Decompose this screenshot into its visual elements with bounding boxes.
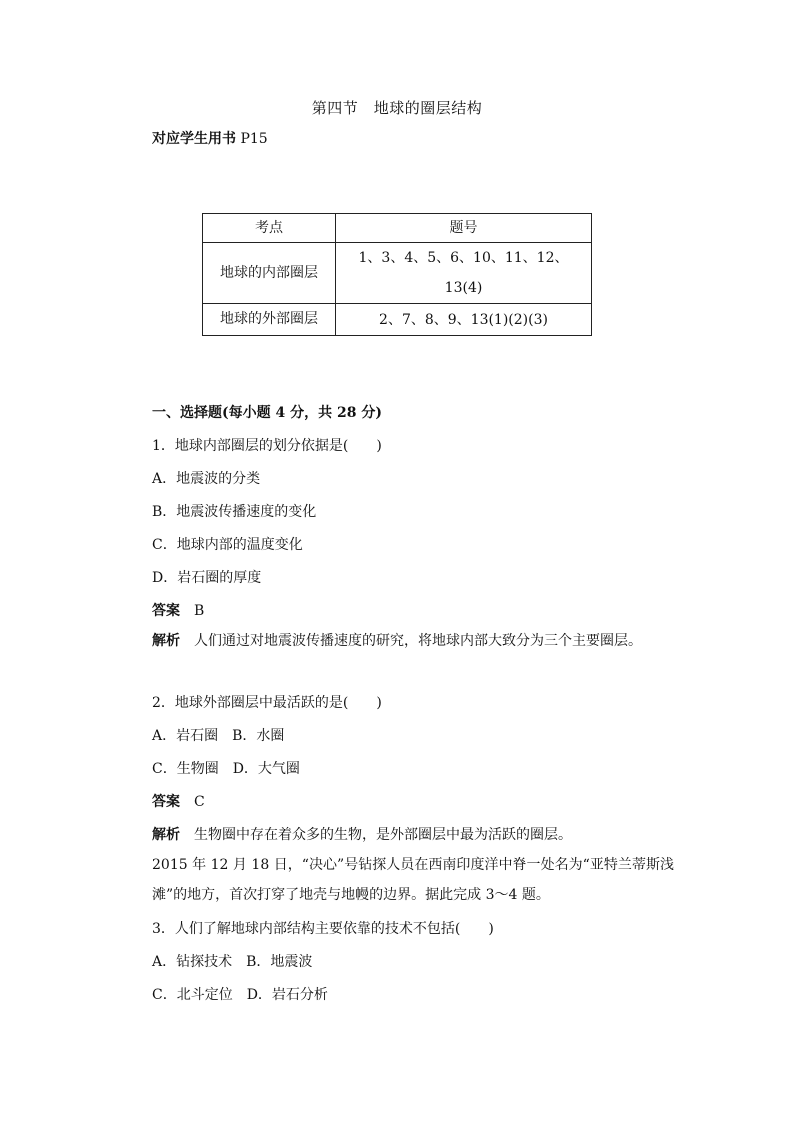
question-3-stem: 3．人们了解地球内部结构主要依靠的技术不包括( ) (152, 921, 494, 937)
reading-passage: 2015 年 12 月 18 日，“决心”号钻探人员在西南印度洋中脊一处名为“亚特兰蒂斯浅滩”的地方，首次打穿了地壳与地幔的边界。据此完成 3～4 题。 (152, 857, 674, 903)
answer-label: 答案 (152, 603, 180, 619)
section-heading: 一、选择题(每小题 4 分，共 28 分) (152, 405, 382, 421)
question-1-option-a: A．地震波的分类 (152, 471, 261, 487)
answer-label: 答案 (152, 794, 180, 810)
question-1-stem: 1．地球内部圈层的划分依据是( ) (152, 438, 382, 454)
table-header-row (203, 214, 592, 243)
table-cell-items: 1、3、4、5、6、10、11、12、13(4) (336, 243, 592, 304)
analysis-label: 解析 (152, 827, 180, 843)
reference-label: 对应学生用书 (152, 131, 236, 147)
question-3-options-ab: A．钻探技术 B．地震波 (152, 954, 313, 970)
table-cell-topic: 地球的内部圈层 (203, 243, 336, 304)
table-header-items: 题号 (336, 214, 592, 243)
question-2-options-cd: C．生物圈 D．大气圈 (152, 761, 300, 777)
question-1-option-b: B．地震波传播速度的变化 (152, 504, 317, 520)
analysis-label: 解析 (152, 633, 180, 649)
question-1-option-d: D．岩石圈的厚度 (152, 570, 262, 586)
analysis-text: 人们通过对地震波传播速度的研究，将地球内部大致分为三个主要圈层。 (194, 633, 642, 649)
question-1-answer (152, 600, 204, 620)
answer-value: B (194, 603, 205, 619)
section-title: 第四节 地球的圈层结构 (311, 99, 483, 117)
question-3-options-cd: C．北斗定位 D．岩石分析 (152, 987, 328, 1003)
table-row (203, 243, 592, 304)
question-2-options-ab: A．岩石圈 B．水圈 (152, 728, 285, 744)
reference-page: P15 (240, 131, 268, 147)
table-row (203, 304, 592, 336)
student-book-reference (152, 128, 268, 148)
question-2-analysis (152, 824, 572, 844)
analysis-text: 生物圈中存在着众多的生物，是外部圈层中最为活跃的圈层。 (194, 827, 572, 843)
question-2-stem: 2．地球外部圈层中最活跃的是( ) (152, 695, 382, 711)
question-2-answer (152, 791, 205, 811)
question-1-analysis (152, 626, 674, 656)
table-cell-items: 2、7、8、9、13(1)(2)(3) (336, 304, 592, 336)
answer-value: C (194, 794, 205, 810)
question-1-option-c: C．地球内部的温度变化 (152, 537, 303, 553)
table-cell-topic: 地球的外部圈层 (203, 304, 336, 336)
topic-table (202, 213, 592, 336)
table-header-topic: 考点 (203, 214, 336, 243)
